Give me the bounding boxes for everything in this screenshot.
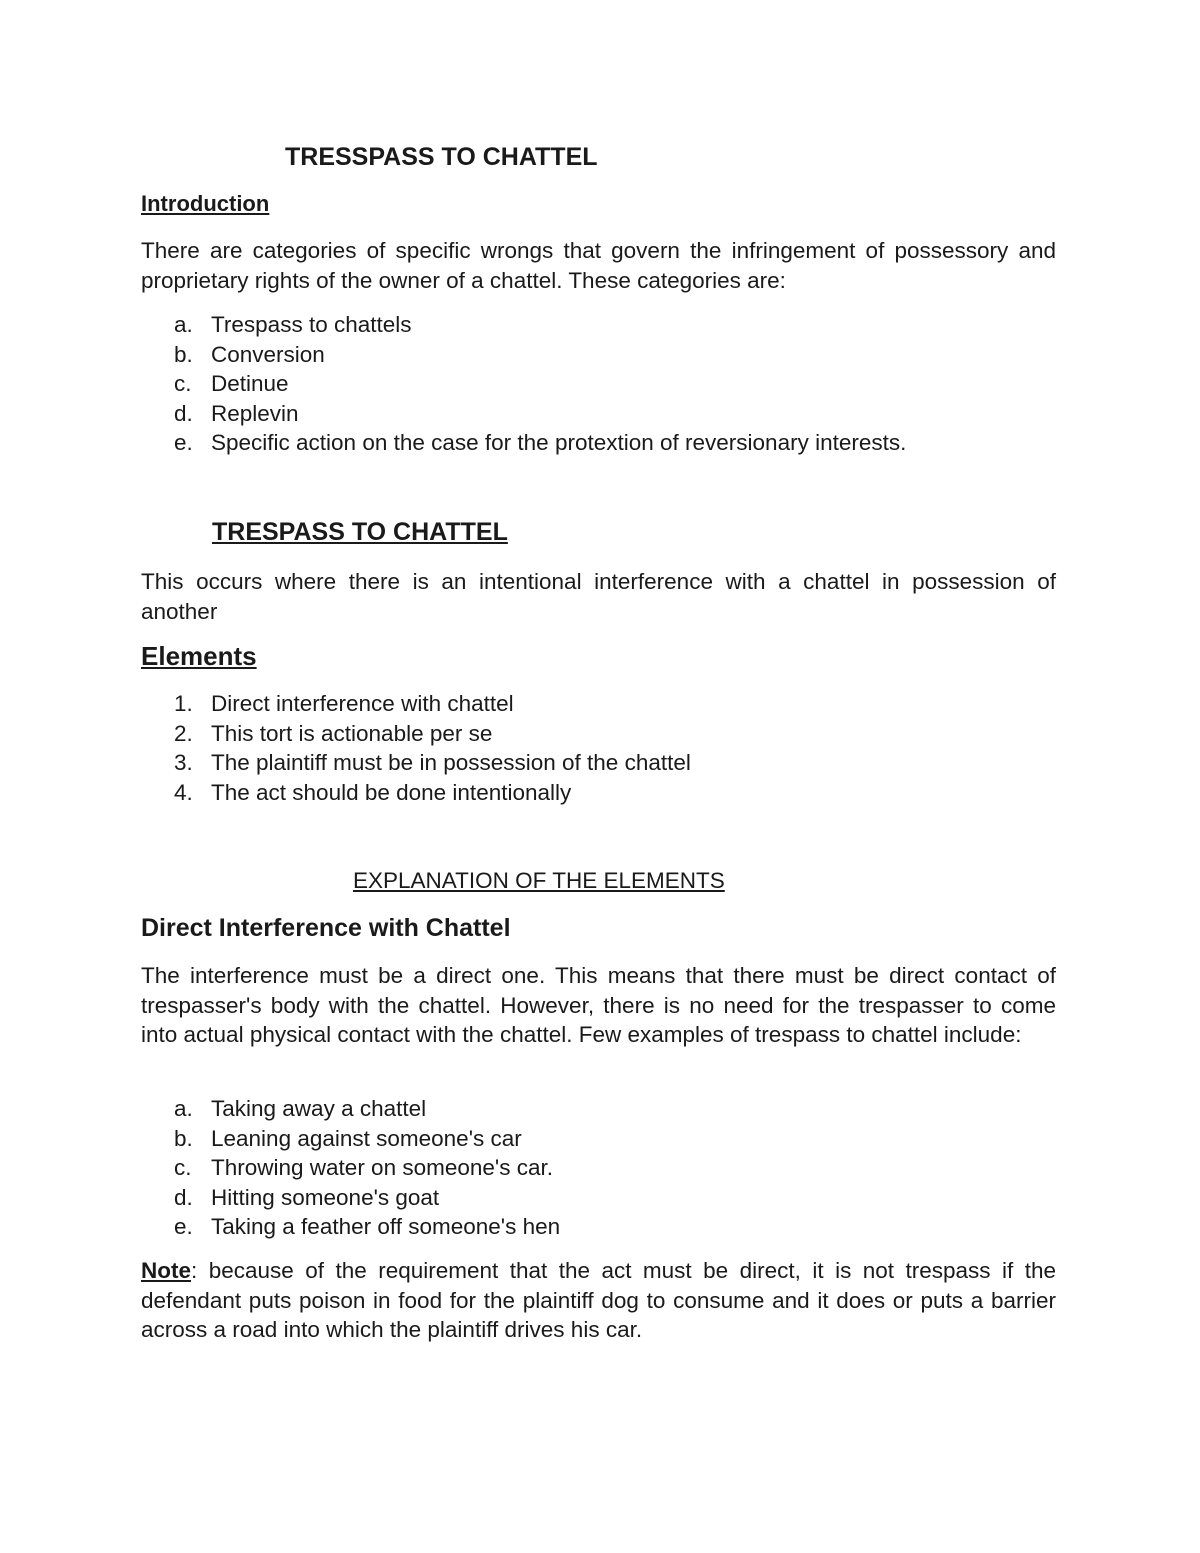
list-item-text: Hitting someone's goat <box>211 1184 440 1210</box>
list-marker: d. <box>174 400 193 426</box>
trespass-heading: TRESPASS TO CHATTEL <box>212 518 508 546</box>
list-marker: b. <box>174 341 193 367</box>
introduction-paragraph: There are categories of specific wrongs that govern the infringement of possessory and proprietary rights of the owner of a chattel. These categories are: <box>141 238 1056 293</box>
explanation-heading: EXPLANATION OF THE ELEMENTS <box>353 868 725 893</box>
list-marker: a. <box>174 1096 193 1121</box>
list-item-text: Taking a feather off someone's hen <box>211 1214 561 1239</box>
list-item-text: Throwing water on someone's car. <box>211 1155 553 1180</box>
list-marker: b. <box>174 1125 193 1151</box>
direct-interference-heading: Direct Interference with Chattel <box>141 914 511 942</box>
list-marker: e. <box>174 430 193 455</box>
list-marker: c. <box>174 1155 192 1180</box>
direct-interference-paragraph: The interference must be a direct one. This means that there must be direct contact of trespasser's body with the chattel. However, there is no need for the trespasser to come into actual physical contact with the chattel. Few examples of trespass to chattel include: <box>141 963 1056 1047</box>
trespass-paragraph: This occurs where there is an intentional interference with a chattel in possession of another <box>141 569 1056 624</box>
introduction-heading: Introduction <box>141 191 270 216</box>
list-item-text: The act should be done intentionally <box>211 779 572 805</box>
list-marker: 2. <box>174 720 193 746</box>
list-item-text: The plaintiff must be in possession of the chattel <box>211 750 691 775</box>
list-item-text: Taking away a chattel <box>211 1096 427 1121</box>
list-marker: e. <box>174 1214 193 1239</box>
list-marker: c. <box>174 371 192 396</box>
elements-heading: Elements <box>141 641 257 671</box>
list-item-text: Direct interference with chattel <box>211 691 514 716</box>
list-item-text: Conversion <box>211 341 325 367</box>
list-marker: 1. <box>174 691 193 716</box>
list-marker: 4. <box>174 779 193 805</box>
list-item-text: Detinue <box>211 371 289 396</box>
list-marker: a. <box>174 312 193 337</box>
note-label: Note <box>141 1258 191 1283</box>
list-item-text: This tort is actionable per se <box>211 720 493 746</box>
list-item-text: Leaning against someone's car <box>211 1125 522 1151</box>
list-marker: d. <box>174 1184 193 1210</box>
list-item-text: Specific action on the case for the protextion of reversionary interests. <box>211 430 907 455</box>
list-marker: 3. <box>174 750 193 775</box>
note-paragraph <box>141 1256 1056 1345</box>
list-item-text: Replevin <box>211 400 299 426</box>
note-text: : because of the requirement that the act must be direct, it is not trespass if the defendant puts poison in food for the plaintiff dog to consume and it does or puts a barrier across a road into which the plaintiff drives his car. <box>141 1258 1056 1342</box>
list-item-text: Trespass to chattels <box>211 312 412 337</box>
document-title: TRESSPASS TO CHATTEL <box>285 143 598 171</box>
